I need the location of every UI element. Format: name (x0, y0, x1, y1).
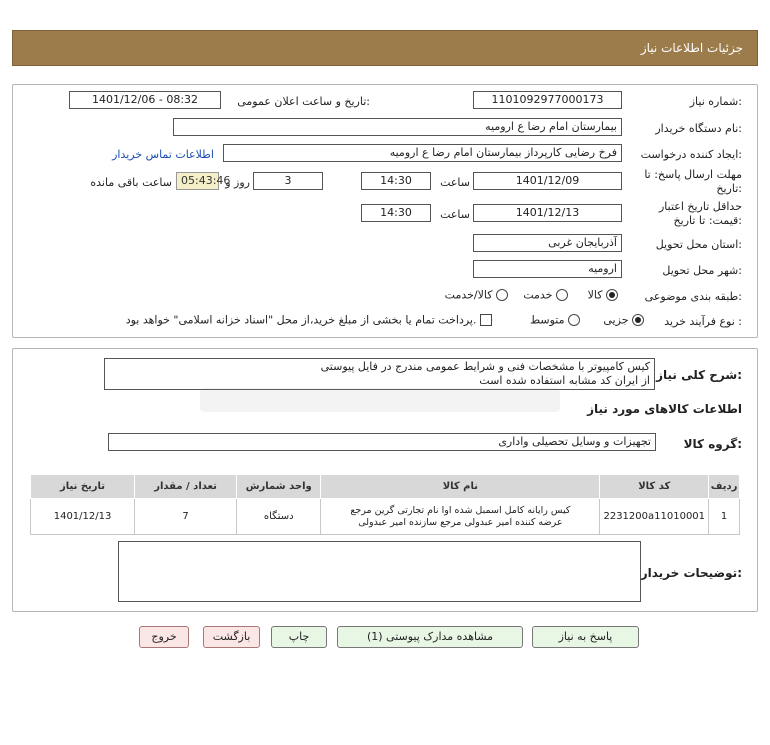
treasury-payment-option[interactable] (126, 313, 492, 327)
goods-table (30, 474, 740, 535)
category-option-goods[interactable]: کالا (588, 288, 618, 302)
days-label: روز و (225, 176, 250, 189)
treasury-payment-checkbox[interactable] (480, 314, 492, 326)
process-option-medium[interactable]: متوسط (530, 313, 580, 327)
cell-row: 1 (709, 499, 740, 535)
print-button[interactable]: چاپ (271, 626, 327, 648)
col-name: نام کالا (321, 475, 600, 499)
cell-name (321, 499, 600, 535)
requester-label: ایجاد کننده درخواست: (640, 148, 742, 161)
days-remaining-field: 3 (253, 172, 323, 190)
cell-code: 2231200a11010001 (600, 499, 709, 535)
validity-label-line1: حداقل تاریخ اعتبار (658, 200, 742, 213)
requester-field: فرخ رضایی کارپرداز بیمارستان امام رضا ع ارومیه (223, 144, 622, 162)
attachments-button[interactable]: مشاهده مدارک پیوستی (1) (337, 626, 523, 648)
deadline-label (644, 168, 742, 196)
page-header (12, 30, 758, 66)
category-option-service[interactable]: خدمت (523, 288, 568, 302)
goods-info-title: اطلاعات کالاهای مورد نیاز (587, 402, 742, 416)
deadline-date-field: 1401/12/09 (473, 172, 622, 190)
cell-date: 1401/12/13 (31, 499, 135, 535)
category-label: طبقه بندی موضوعی: (644, 290, 742, 303)
summary-line2: از ایران کد مشابه استفاده شده است (479, 374, 650, 387)
announce-date-label: تاریخ و ساعت اعلان عمومی: (237, 95, 370, 108)
back-button[interactable]: بازگشت (203, 626, 260, 648)
buyer-notes-label: توضیحات خریدار: (640, 566, 742, 580)
page-title: جزئیات اطلاعات نیاز (640, 41, 743, 55)
goods-group-field: تجهیزات و وسایل تحصیلی واداری (108, 433, 656, 451)
province-field: آذربایجان غربی (473, 234, 622, 252)
exit-button[interactable]: خروج (139, 626, 189, 648)
col-qty: تعداد / مقدار (135, 475, 237, 499)
deadline-time-label: ساعت (440, 176, 470, 189)
col-row: ردیف (709, 475, 740, 499)
table-row (31, 499, 740, 535)
cell-name-line2: عرضه کننده امیر عبدولی مرجع سازنده امیر عبدولی (358, 516, 563, 528)
category-radio-goods-service-icon[interactable] (496, 289, 508, 301)
process-label: نوع فرآیند خرید : (664, 315, 742, 328)
need-number-field: 1101092977000173 (473, 91, 622, 109)
col-unit: واحد شمارش (237, 475, 321, 499)
validity-label-line2: قیمت: تا تاریخ: (673, 214, 742, 227)
deadline-label-line2: تاریخ: (716, 182, 742, 195)
validity-time-label: ساعت (440, 208, 470, 221)
need-number-label: شماره نیاز: (689, 95, 742, 108)
deadline-label-line1: مهلت ارسال پاسخ: تا (644, 168, 742, 181)
cell-qty: 7 (135, 499, 237, 535)
remaining-label: ساعت باقی مانده (90, 176, 172, 189)
col-date: تاریخ نیاز (31, 475, 135, 499)
validity-date-field: 1401/12/13 (473, 204, 622, 222)
validity-label (659, 200, 742, 228)
cell-name-line1: کیس رایانه کامل اسمبل شده اوا نام تجارتی گرین مرجع (350, 504, 571, 516)
goods-group-label: گروه کالا: (683, 437, 742, 451)
province-label: استان محل تحویل: (655, 238, 742, 251)
city-label: شهر محل تحویل: (662, 264, 742, 277)
goods-table-header (31, 475, 740, 499)
category-option-goods-service[interactable]: کالا/خدمت (445, 288, 508, 302)
summary-field (104, 358, 655, 390)
announce-date-field: 1401/12/06 - 08:32 (69, 91, 221, 109)
summary-label: شرح کلی نیاز: (656, 368, 742, 382)
category-radio-service-icon[interactable] (556, 289, 568, 301)
buyer-org-label: نام دستگاه خریدار: (655, 122, 742, 135)
buyer-notes-field (118, 541, 641, 602)
process-radio-minor-icon[interactable] (632, 314, 644, 326)
col-code: کد کالا (600, 475, 709, 499)
process-radio-medium-icon[interactable] (568, 314, 580, 326)
deadline-time-field: 14:30 (361, 172, 431, 190)
buyer-contact-link[interactable]: اطلاعات تماس خریدار (112, 148, 214, 161)
process-option-minor[interactable]: جزیی (603, 313, 644, 327)
city-field: ارومیه (473, 260, 622, 278)
remaining-time-field: 05:43:46 (176, 172, 219, 190)
category-radio-goods-icon[interactable] (606, 289, 618, 301)
treasury-payment-note: پرداخت تمام یا بخشی از مبلغ خرید،از محل "اسناد خزانه اسلامی" خواهد بود. (125, 313, 477, 327)
cell-unit: دستگاه (237, 499, 321, 535)
buyer-org-field: بیمارستان امام رضا ع ارومیه (173, 118, 622, 136)
validity-time-field: 14:30 (361, 204, 431, 222)
reply-button[interactable]: پاسخ به نیاز (532, 626, 639, 648)
summary-line1: کیس کامپیوتر با مشخصات فنی و شرایط عمومی مندرج در فایل پیوستی (320, 360, 650, 373)
